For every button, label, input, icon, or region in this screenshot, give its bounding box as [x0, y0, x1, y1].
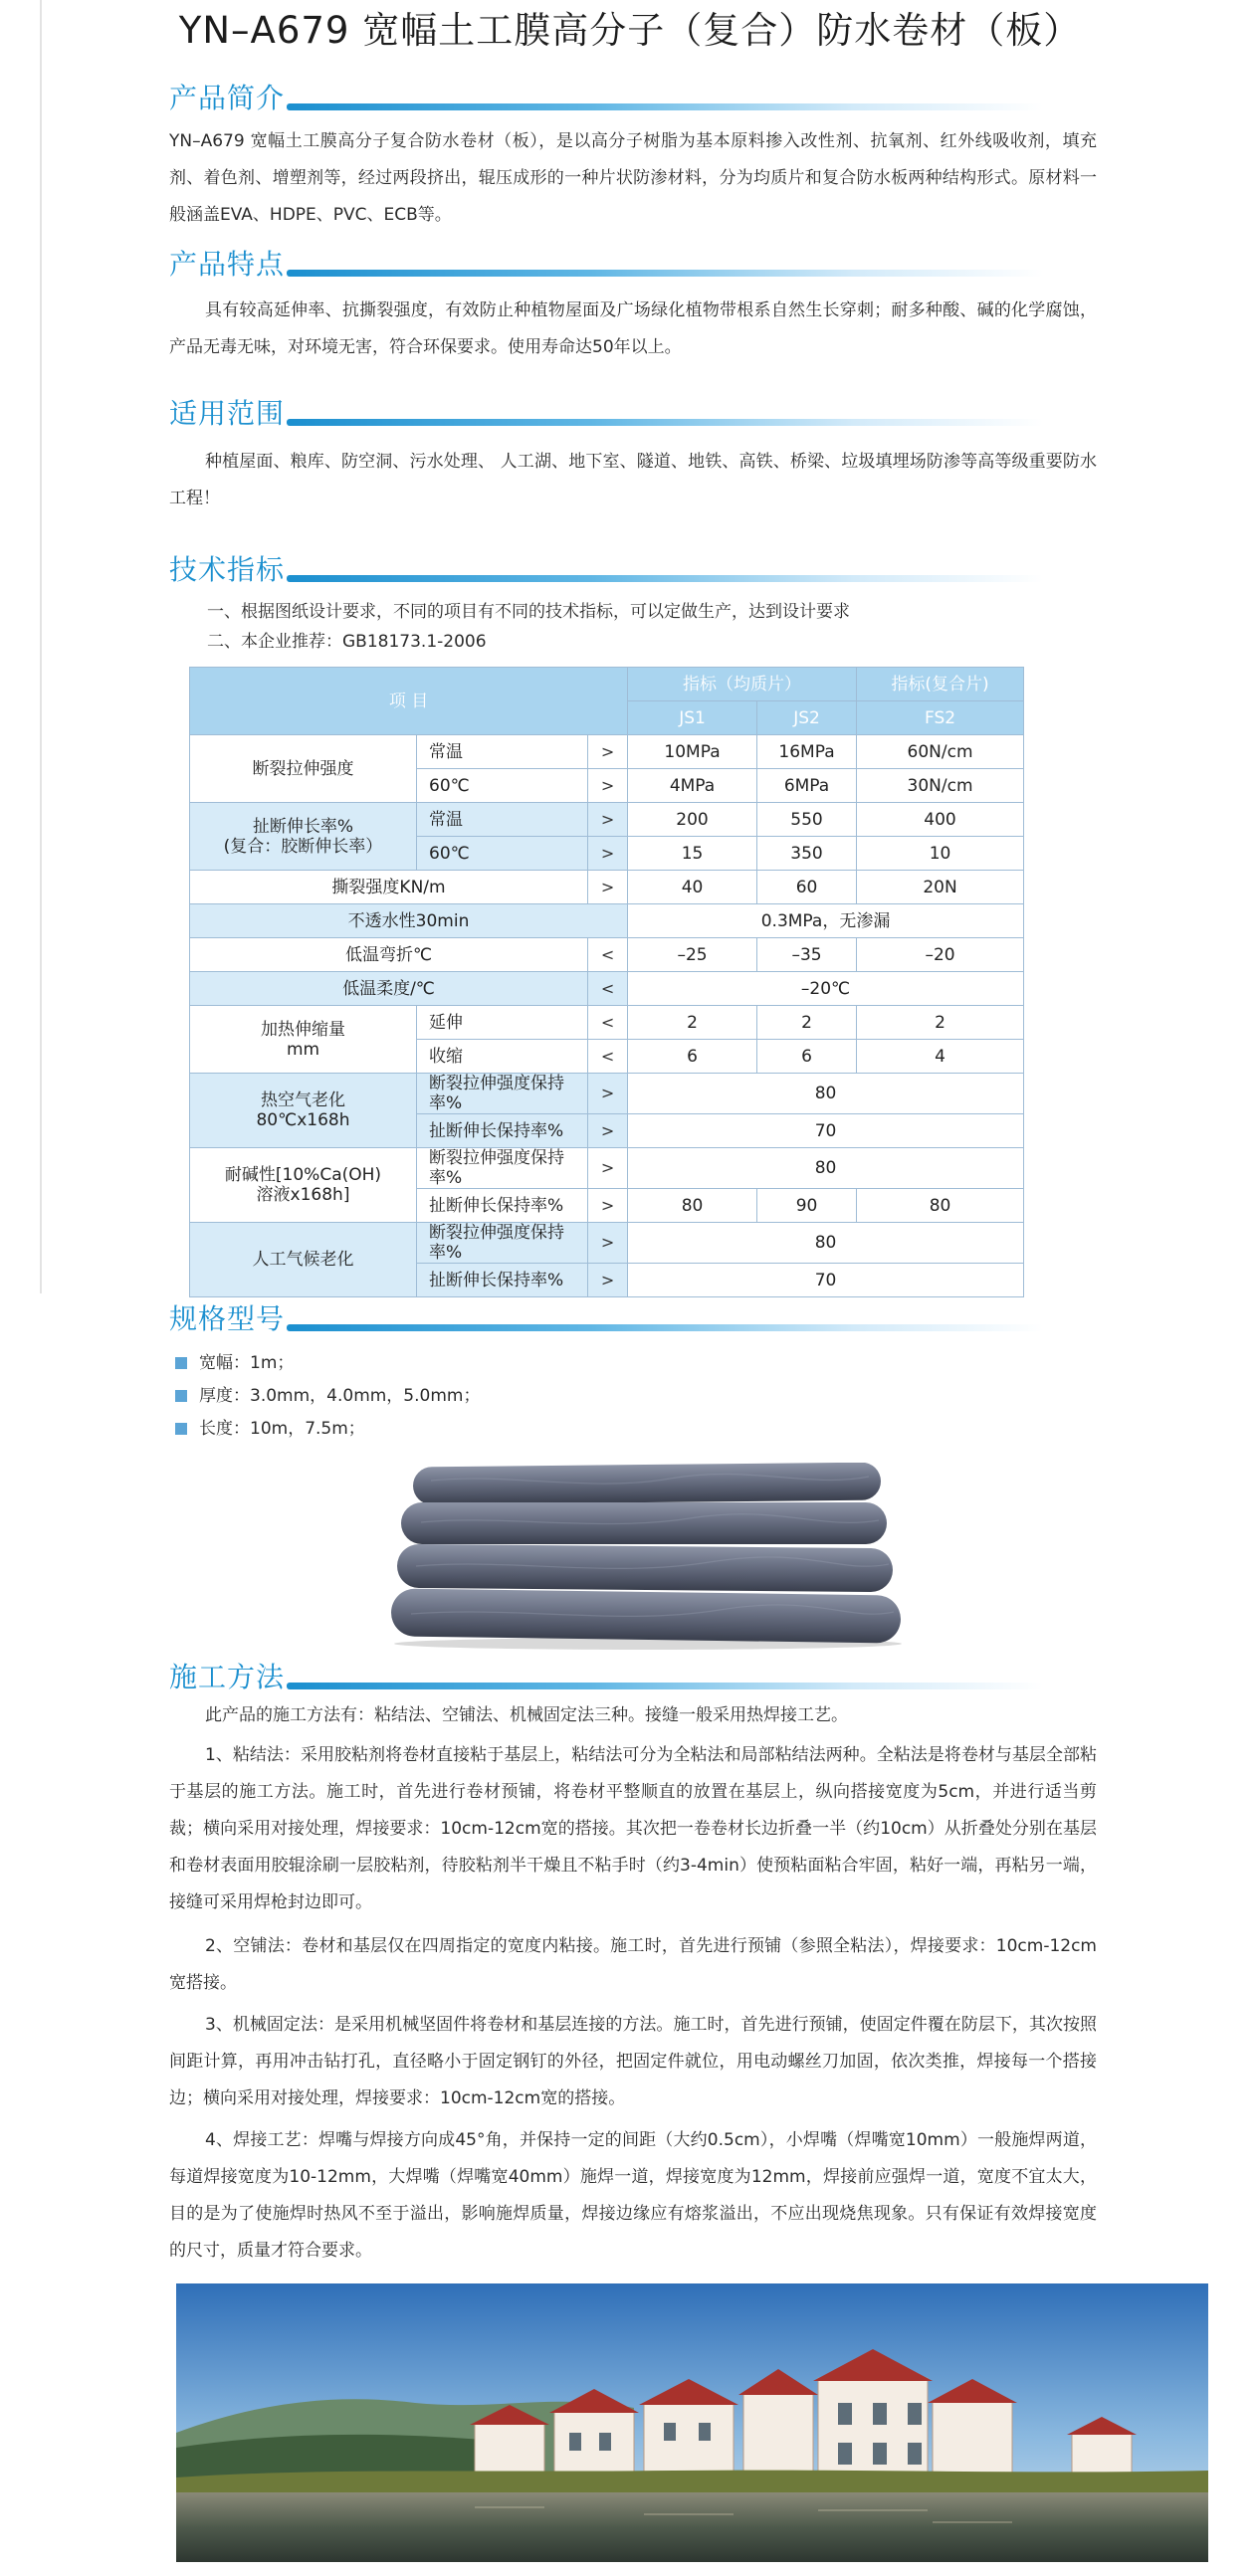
row-operator: > [588, 803, 628, 837]
scope-paragraph: 种植屋面、粮库、防空洞、污水处理、 人工湖、地下室、隧道、地铁、高铁、桥梁、垃圾填埋场防渗等高等级重要防水工程！ [169, 452, 1097, 508]
heading-rule [287, 103, 1043, 110]
section-heading-features [169, 246, 1045, 286]
cell-value: 80 [628, 1148, 1024, 1189]
cell-value: 15 [628, 837, 757, 871]
row-sub-label: 断裂拉伸强度保持率% [417, 1223, 588, 1264]
row-sub-label: 60℃ [417, 837, 588, 871]
header-homogeneous: 指标（均质片） [628, 668, 857, 701]
row-label-line: 热空气老化 [261, 1090, 345, 1110]
row-operator: < [588, 1040, 628, 1074]
cell-value: 2 [628, 1006, 757, 1040]
section-heading-tech [169, 551, 1045, 591]
cell-value: 60N/cm [857, 735, 1024, 769]
header-item: 项 目 [190, 668, 628, 735]
heading-rule [287, 1324, 1043, 1331]
row-label [190, 1148, 417, 1223]
cell-value: 70 [628, 1114, 1024, 1148]
bullet-square-icon [175, 1357, 187, 1369]
page-title: YN–A679 宽幅土工膜高分子（复合）防水卷材（板） [178, 9, 1082, 52]
cell-value: 6 [757, 1040, 857, 1074]
construction-paragraph-1: 1、粘结法：采用胶粘剂将卷材直接粘于基层上，粘结法可分为全粘法和局部粘结法两种。全粘法是将卷材与基层全部粘于基层的施工方法。施工时，首先进行卷材预铺，将卷材平整顺直的放置在基层上，纵向搭接宽度为5cm，并进行适当剪裁；横向采用对接处理，焊接要求：10cm-12cm宽的搭接。其次把一卷卷材长边折叠一半（约10cm）从折叠处分别在基层和卷材表面用胶辊涂刷一层胶粘剂，待胶粘剂半干燥且不粘手时（约3-4min）使预粘面粘合牢固，粘好一端，再粘另一端，接缝可采用焊枪封边即可。 [169, 1745, 1097, 1912]
cell-value: 350 [757, 837, 857, 871]
row-label: 低温弯折℃ [190, 938, 588, 972]
cell-value: 6 [628, 1040, 757, 1074]
section-heading-scope [169, 395, 1045, 435]
cell-value: 0.3MPa，无渗漏 [628, 904, 1024, 938]
section-heading-spec [169, 1300, 1045, 1340]
bullet-square-icon [175, 1390, 187, 1402]
features-paragraph: 具有较高延伸率、抗撕裂强度，有效防止种植物屋面及广场绿化植物带根系自然生长穿刺；耐多种酸、碱的化学腐蚀，产品无毒无味，对环境无害，符合环保要求。使用寿命达50年以上。 [169, 300, 1097, 357]
row-sub-label: 收缩 [417, 1040, 588, 1074]
row-label-line: 80℃x168h [256, 1110, 350, 1130]
spec-list-item [175, 1381, 480, 1411]
header-composite: 指标(复合片) [857, 668, 1024, 701]
section-heading-construction [169, 1659, 1045, 1698]
table-header-row [190, 668, 1024, 701]
cell-value: 40 [628, 871, 757, 904]
cell-value: 30N/cm [857, 769, 1024, 803]
row-operator: > [588, 769, 628, 803]
construction-paragraph-3: 3、机械固定法：是采用机械坚固件将卷材和基层连接的方法。施工时，首先进行预铺，使固定件覆在防层下，其次按照间距计算，再用冲击钻打孔，直径略小于固定钢钉的外径，把固定件就位，用电动螺丝刀加固，依次类推，焊接每一个搭接边；横向采用对接处理，焊接要求：10cm-12cm宽的搭接。 [169, 2015, 1097, 2108]
row-operator: > [588, 871, 628, 904]
cell-value: –20℃ [628, 972, 1024, 1006]
heading-text: 产品特点 [169, 248, 286, 281]
row-sub-label: 扯断伸长保持率% [417, 1189, 588, 1223]
row-label-line: (复合：胶断伸长率） [223, 836, 383, 857]
spec-item-text: 厚度：3.0mm，4.0mm，5.0mm； [199, 1386, 481, 1406]
row-sub-label: 扯断伸长保持率% [417, 1264, 588, 1297]
row-operator: > [588, 837, 628, 871]
row-sub-label: 断裂拉伸强度保持率% [417, 1074, 588, 1114]
header-js2: JS2 [757, 701, 857, 735]
table-row [190, 1006, 1024, 1040]
membrane-rolls-image [391, 1463, 905, 1650]
heading-text: 适用范围 [169, 397, 286, 430]
heading-rule [287, 270, 1043, 277]
cell-value: 80 [628, 1223, 1024, 1264]
spec-list-item [175, 1414, 365, 1444]
heading-rule [287, 1683, 1043, 1689]
header-fs2: FS2 [857, 701, 1024, 735]
row-label: 人工气候老化 [190, 1223, 417, 1297]
row-label-line: mm [286, 1039, 320, 1060]
cell-value: 4 [857, 1040, 1024, 1074]
spec-item-text: 宽幅：1m； [199, 1353, 295, 1373]
row-operator: > [588, 1223, 628, 1264]
row-label-line: 扯断伸长率% [252, 816, 354, 837]
spec-item-text: 长度：10m，7.5m； [199, 1419, 365, 1439]
row-label-line: 耐碱性[10%Ca(OH) [224, 1165, 382, 1185]
cell-value: 10 [857, 837, 1024, 871]
spec-table [189, 667, 1024, 1297]
heading-text: 施工方法 [169, 1661, 286, 1693]
cell-value: 20N [857, 871, 1024, 904]
cell-value: 2 [857, 1006, 1024, 1040]
row-label: 不透水性30min [190, 904, 628, 938]
cell-value: –25 [628, 938, 757, 972]
row-label [190, 1006, 417, 1074]
cell-value: 80 [628, 1074, 1024, 1114]
heading-text: 规格型号 [169, 1302, 286, 1335]
section-heading-intro [169, 80, 1045, 119]
tech-note-2: 二、本企业推荐：GB18173.1-2006 [207, 632, 487, 652]
construction-intro: 此产品的施工方法有：粘结法、空铺法、机械固定法三种。接缝一般采用热焊接工艺。 [205, 1705, 848, 1725]
table-row [190, 803, 1024, 837]
left-margin-rule [40, 0, 42, 1293]
row-operator: > [588, 735, 628, 769]
row-operator: < [588, 938, 628, 972]
cell-value: 16MPa [757, 735, 857, 769]
intro-paragraph: YN–A679 宽幅土工膜高分子复合防水卷材（板），是以高分子树脂为基本原料掺入改性剂、抗氧剂、红外线吸收剂，填充剂、着色剂、增塑剂等，经过两段挤出，辊压成形的一种片状防渗材料，分为均质片和复合防水板两种结构形式。原材料一般涵盖EVA、HDPE、PVC、ECB等。 [169, 131, 1097, 225]
heading-rule [287, 575, 1043, 582]
row-operator: > [588, 1148, 628, 1189]
row-sub-label: 常温 [417, 803, 588, 837]
row-operator: > [588, 1264, 628, 1297]
row-sub-label: 60℃ [417, 769, 588, 803]
row-label [190, 803, 417, 871]
table-row [190, 871, 1024, 904]
row-sub-label: 扯断伸长保持率% [417, 1114, 588, 1148]
table-row [190, 972, 1024, 1006]
table-row [190, 904, 1024, 938]
tech-note-1: 一、根据图纸设计要求，不同的项目有不同的技术指标，可以定做生产，达到设计要求 [207, 602, 850, 622]
heading-text: 技术指标 [169, 553, 286, 586]
table-row [190, 1223, 1024, 1264]
row-label: 低温柔度/℃ [190, 972, 588, 1006]
row-label: 撕裂强度KN/m [190, 871, 588, 904]
cell-value: 60 [757, 871, 857, 904]
bullet-square-icon [175, 1423, 187, 1435]
row-operator: > [588, 1189, 628, 1223]
row-sub-label: 断裂拉伸强度保持率% [417, 1148, 588, 1189]
row-operator: > [588, 1114, 628, 1148]
table-row [190, 1148, 1024, 1189]
cell-value: –20 [857, 938, 1024, 972]
row-operator: > [588, 1074, 628, 1114]
table-row [190, 1074, 1024, 1114]
heading-text: 产品简介 [169, 82, 286, 114]
row-sub-label: 常温 [417, 735, 588, 769]
cell-value: –35 [757, 938, 857, 972]
heading-rule [287, 419, 1043, 426]
header-js1: JS1 [628, 701, 757, 735]
cell-value: 10MPa [628, 735, 757, 769]
row-label-line: 溶液x168h] [256, 1185, 350, 1205]
spec-list-item [175, 1348, 294, 1378]
cell-value: 2 [757, 1006, 857, 1040]
construction-paragraph-4: 4、焊接工艺：焊嘴与焊接方向成45°角，并保持一定的间距（大约0.5cm），小焊嘴（焊嘴宽10mm）一般施焊两道，每道焊接宽度为10-12mm，大焊嘴（焊嘴宽40mm）施焊一道，焊接宽度为12mm，焊接前应强焊一道，宽度不宜太大，目的是为了使施焊时热风不至于溢出，影响施焊质量，焊接边缘应有熔浆溢出，不应出现烧焦现象。只有保证有效焊接宽度的尺寸，质量才符合要求。 [169, 2130, 1097, 2261]
cell-value: 80 [628, 1189, 757, 1223]
row-operator: < [588, 1006, 628, 1040]
waterfront-villas-photo [176, 2283, 1208, 2562]
cell-value: 80 [857, 1189, 1024, 1223]
cell-value: 200 [628, 803, 757, 837]
cell-value: 550 [757, 803, 857, 837]
row-label-line: 加热伸缩量 [261, 1019, 345, 1040]
table-row [190, 735, 1024, 769]
cell-value: 6MPa [757, 769, 857, 803]
cell-value: 90 [757, 1189, 857, 1223]
construction-paragraph-2: 2、空铺法：卷材和基层仅在四周指定的宽度内粘接。施工时，首先进行预铺（参照全粘法），焊接要求：10cm-12cm宽搭接。 [169, 1936, 1097, 1993]
row-label [190, 1074, 417, 1148]
cell-value: 4MPa [628, 769, 757, 803]
row-operator: < [588, 972, 628, 1006]
table-row [190, 938, 1024, 972]
row-sub-label: 延伸 [417, 1006, 588, 1040]
cell-value: 70 [628, 1264, 1024, 1297]
row-label: 断裂拉伸强度 [190, 735, 417, 803]
cell-value: 400 [857, 803, 1024, 837]
